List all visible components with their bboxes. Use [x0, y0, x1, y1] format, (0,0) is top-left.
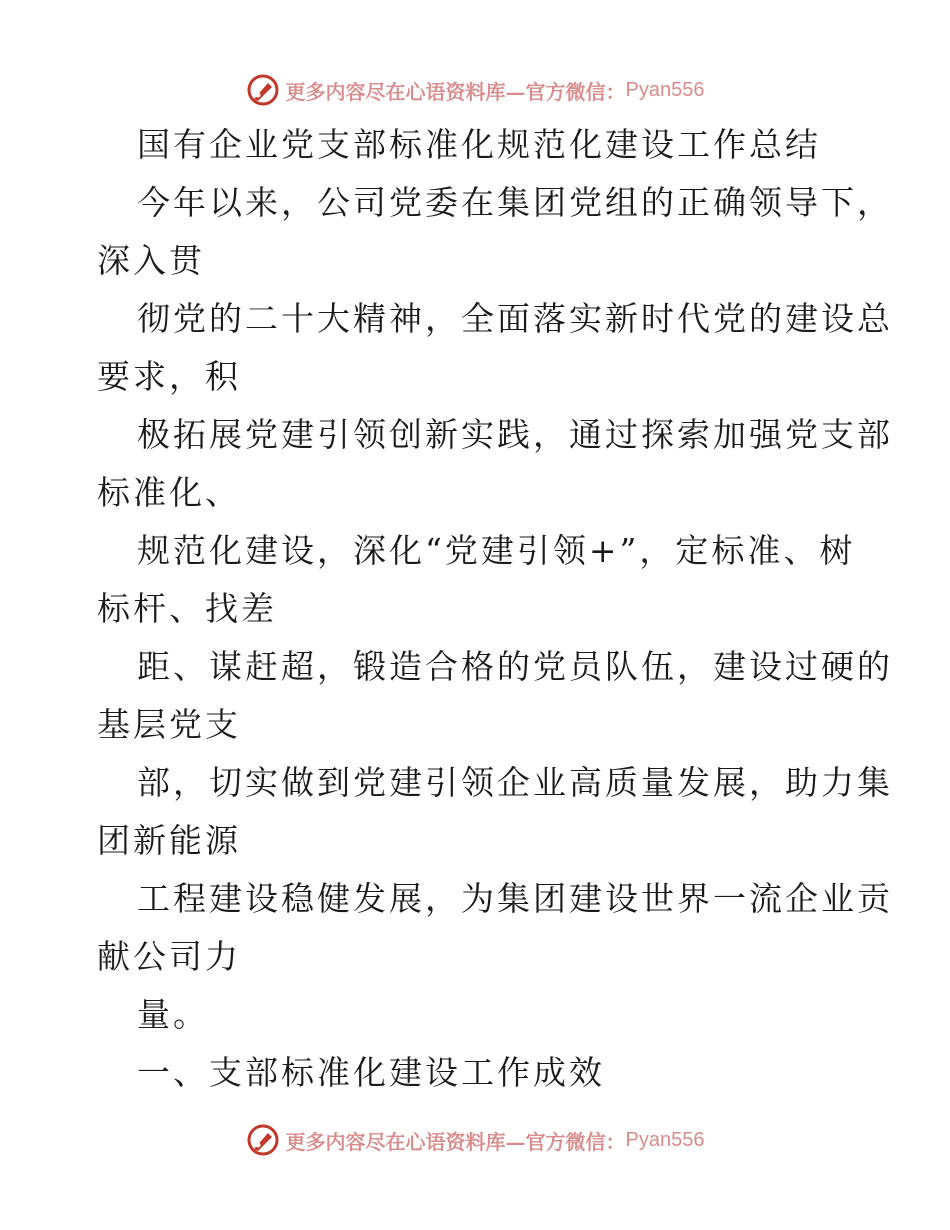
watermark-text: 更多内容尽在心语资料库—官方微信：	[285, 1129, 626, 1154]
footer-watermark	[0, 1122, 950, 1158]
text-line: 标杆、找差	[97, 589, 277, 628]
text-line: 要求，积	[97, 357, 241, 396]
text-line: 彻党的二十大精神，全面落实新时代党的建设总	[137, 299, 893, 338]
text-line: 团新能源	[97, 821, 241, 860]
watermark-id: Pyan556	[625, 1128, 705, 1151]
text-line: 深入贯	[97, 241, 205, 280]
watermark-id: Pyan556	[625, 78, 705, 101]
pen-logo-icon	[246, 1123, 280, 1157]
section-heading: 一、支部标准化建设工作成效	[137, 1053, 605, 1092]
text-line: 部，切实做到党建引领企业高质量发展，助力集	[137, 763, 893, 802]
header-watermark	[0, 72, 950, 108]
text-line: 距、谋赶超，锻造合格的党员队伍，建设过硬的	[137, 647, 893, 686]
text-line: 工程建设稳健发展，为集团建设世界一流企业贡	[137, 879, 893, 918]
text-line: 今年以来，公司党委在集团党组的正确领导下，	[137, 183, 893, 222]
watermark-text: 更多内容尽在心语资料库—官方微信：	[285, 79, 626, 104]
document-body	[97, 116, 893, 1102]
text-line: 标准化、	[97, 473, 241, 512]
text-line: 极拓展党建引领创新实践，通过探索加强党支部	[137, 415, 893, 454]
document-title: 国有企业党支部标准化规范化建设工作总结	[137, 125, 821, 164]
text-line: 量。	[137, 995, 209, 1034]
pen-logo-icon	[246, 73, 280, 107]
text-line: 基层党支	[97, 705, 241, 744]
text-line: 规范化建设，深化“党建引领+”，定标准、树	[137, 531, 856, 570]
text-line: 献公司力	[97, 937, 241, 976]
